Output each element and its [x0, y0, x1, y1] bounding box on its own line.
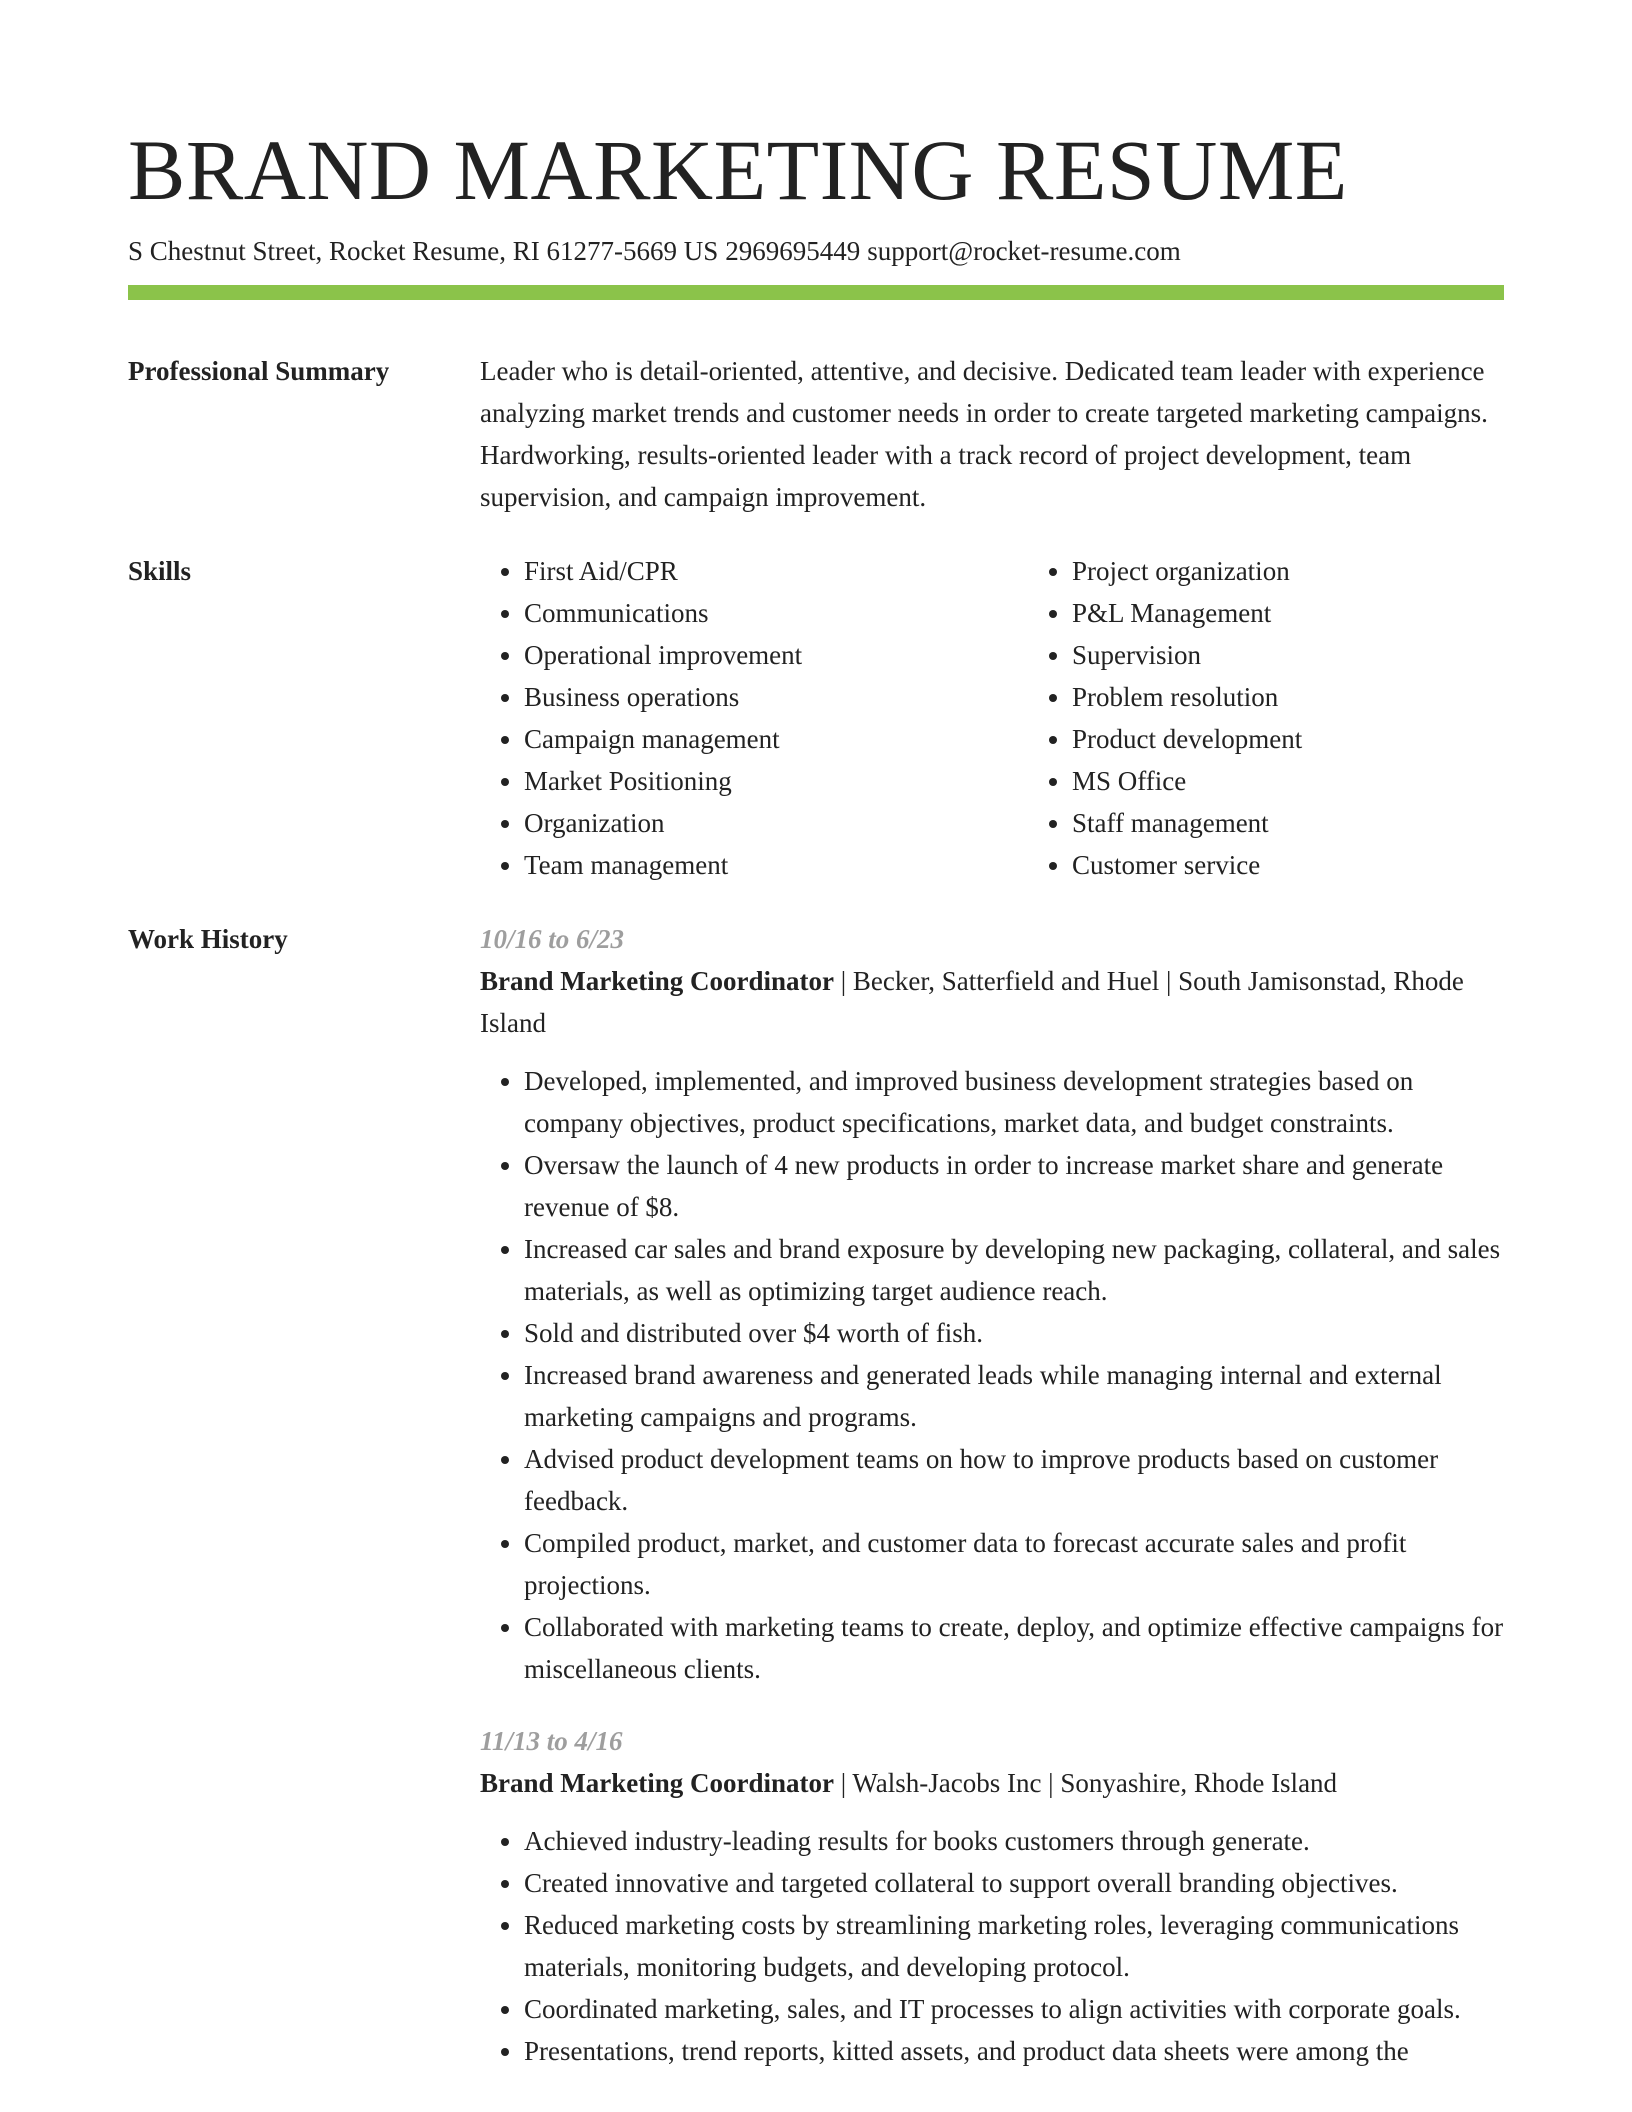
job-bullet: • Collaborated with marketing teams to create, deploy, and optimize effective campaigns for miscellaneous clients.: [524, 1606, 1504, 1690]
job-entry: [480, 1720, 1504, 2072]
summary-heading: Professional Summary: [128, 356, 390, 386]
job-bullet: • Reduced marketing costs by streamlining marketing roles, leveraging communications materials, monitoring budgets, and developing protocol.: [524, 1904, 1504, 1988]
skill-item: • Project organization: [1072, 550, 1576, 592]
job-heading: [480, 960, 1504, 1044]
job-title: Brand Marketing Coordinator: [480, 1768, 834, 1798]
contact-phone: 2969695449: [725, 236, 861, 266]
job-bullet: • Increased brand awareness and generated leads while managing internal and external marketing campaigns and programs.: [524, 1354, 1504, 1438]
job-bullet: • Compiled product, market, and customer data to forecast accurate sales and profit projections.: [524, 1522, 1504, 1606]
skill-item: • Team management: [524, 844, 1028, 886]
contact-email: support@rocket-resume.com: [867, 236, 1181, 266]
skill-item: • Staff management: [1072, 802, 1576, 844]
skill-item: • Customer service: [1072, 844, 1576, 886]
skills-column-right: [1028, 550, 1576, 886]
skills-grid: [480, 550, 1576, 886]
summary-text: Leader who is detail-oriented, attentive, and decisive. Dedicated team leader with experience analyzing market trends and customer needs in order to create targeted marketing campaigns. Hardworking, results-oriented leader with a track record of project development, team supervision, and campaign improvement.: [480, 356, 1488, 512]
skill-item: • P&L Management: [1072, 592, 1576, 634]
work-history-heading: Work History: [128, 924, 288, 954]
job-entry: [480, 918, 1504, 1690]
job-details: | Becker, Satterfield and Huel | South Jamisonstad, Rhode Island: [480, 966, 1464, 1038]
skill-item: • Product development: [1072, 718, 1576, 760]
job-bullet: • Presentations, trend reports, kitted assets, and product data sheets were among the: [524, 2030, 1504, 2072]
job-bullets: [480, 1060, 1504, 1690]
contact-address: S Chestnut Street, Rocket Resume, RI 61277-5669 US: [128, 236, 719, 266]
job-bullets: [480, 1820, 1504, 2072]
job-bullet: • Increased car sales and brand exposure by developing new packaging, collateral, and sales materials, as well as optimizing target audience reach.: [524, 1228, 1504, 1312]
job-bullet: • Advised product development teams on how to improve products based on customer feedback.: [524, 1438, 1504, 1522]
job-title: Brand Marketing Coordinator: [480, 966, 834, 996]
resume-page: [128, 0, 1504, 2072]
job-bullet: • Coordinated marketing, sales, and IT processes to align activities with corporate goals.: [524, 1988, 1504, 2030]
job-bullet: • Created innovative and targeted collateral to support overall branding objectives.: [524, 1862, 1504, 1904]
resume-title: BRAND MARKETING RESUME: [128, 122, 1348, 218]
job-heading: [480, 1762, 1504, 1804]
job-bullet: • Achieved industry-leading results for books customers through generate.: [524, 1820, 1504, 1862]
work-history-section: [128, 918, 1504, 2072]
job-bullet: • Developed, implemented, and improved business development strategies based on company objectives, product specifications, market data, and budget constraints.: [524, 1060, 1504, 1144]
skill-item: • Communications: [524, 592, 1028, 634]
contact-line: [128, 233, 1504, 269]
header-divider: [128, 285, 1504, 300]
skill-item: • Campaign management: [524, 718, 1028, 760]
job-bullet: • Oversaw the launch of 4 new products in order to increase market share and generate revenue of $8.: [524, 1144, 1504, 1228]
skill-item: • First Aid/CPR: [524, 550, 1028, 592]
skill-item: • Market Positioning: [524, 760, 1028, 802]
skill-item: • Operational improvement: [524, 634, 1028, 676]
skill-item: • MS Office: [1072, 760, 1576, 802]
skill-item: • Organization: [524, 802, 1028, 844]
skills-column-left: [480, 550, 1028, 886]
skill-item: • Supervision: [1072, 634, 1576, 676]
job-dates: 11/13 to 4/16: [480, 1726, 623, 1756]
summary-section: [128, 350, 1504, 518]
job-dates: 10/16 to 6/23: [480, 924, 625, 954]
skills-section: [128, 550, 1504, 886]
job-details: | Walsh-Jacobs Inc | Sonyashire, Rhode Island: [834, 1768, 1338, 1798]
job-bullet: • Sold and distributed over $4 worth of fish.: [524, 1312, 1504, 1354]
skill-item: • Business operations: [524, 676, 1028, 718]
skills-heading: Skills: [128, 556, 192, 586]
skill-item: • Problem resolution: [1072, 676, 1576, 718]
